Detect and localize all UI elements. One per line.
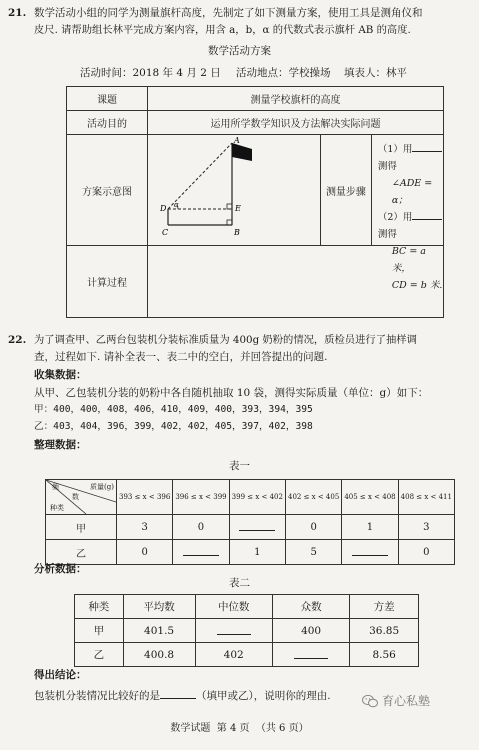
collect-title: 收集数据： <box>34 369 87 381</box>
table-row <box>75 643 419 667</box>
range-header: 405 ≤ x < 408 <box>342 480 398 515</box>
range-header: 393 ≤ x < 396 <box>117 480 173 515</box>
corner-top: 质量(g) <box>90 483 114 491</box>
q21-text-line2: 皮尺. 请帮助组长林平完成方案内容，用含 a，b，α 的代数式表示旗杆 AB 的高度. <box>34 24 411 36</box>
step2-prefix: （2）用 <box>377 212 413 223</box>
data-jia: 甲：400，400，408，406，410，409，400，393，394，395 <box>34 404 313 415</box>
variance-cell: 36.85 <box>350 619 419 643</box>
q21-number: 21. <box>8 7 27 19</box>
label-a: A <box>234 136 240 145</box>
label-alpha: α <box>174 201 179 209</box>
footer-total: （共 6 页） <box>255 723 309 734</box>
range-header: 402 ≤ x < 405 <box>285 480 341 515</box>
mean-cell: 400.8 <box>123 643 195 667</box>
median-blank[interactable] <box>195 619 272 643</box>
q22-text-line2: 查，过程如下. 请补全表一、表二中的空白，并回答提出的问题. <box>34 351 328 363</box>
freq-cell: 0 <box>117 540 173 565</box>
label-b: B <box>234 228 240 237</box>
steps-content <box>372 135 443 291</box>
table-row <box>75 619 419 643</box>
data-yi: 乙：403，404，396，399，402，402，405，397，402，398 <box>34 421 313 432</box>
sight-line <box>168 143 232 209</box>
right-angle-e <box>227 204 232 209</box>
step1-prefix: （1）用 <box>377 144 413 155</box>
row-kind: 甲 <box>46 515 117 540</box>
corner-mid1: 频 <box>52 483 59 491</box>
flagpole-diagram <box>148 135 320 245</box>
steps-label: 测量步骤 <box>321 135 372 245</box>
freq-cell: 0 <box>173 515 229 540</box>
corner-bottom: 种类 <box>50 504 64 512</box>
row-kind: 乙 <box>75 643 124 667</box>
flag-shape <box>232 143 252 161</box>
table1-caption: 表一 <box>229 460 250 472</box>
header-mode: 众数 <box>272 595 349 619</box>
range-header: 396 ≤ x < 399 <box>173 480 229 515</box>
footer-subject: 数学试题 <box>170 723 211 734</box>
plan-table <box>66 86 444 318</box>
goal-value: 运用所学数学知识及方法解决实际问题 <box>148 111 444 135</box>
row-kind: 乙 <box>46 540 117 565</box>
freq-cell: 5 <box>285 540 341 565</box>
header-median: 中位数 <box>195 595 272 619</box>
collect-desc: 从甲、乙包装机分装的奶粉中各自随机抽取 10 袋，测得实际质量（单位：g）如下： <box>34 387 429 399</box>
label-d: D <box>160 204 167 213</box>
freq-cell: 0 <box>398 540 454 565</box>
plan-time: 活动时间：2018 年 4 月 2 日 <box>80 67 221 79</box>
q21-text-line1: 数学活动小组的同学为测量旗杆高度，先制定了如下测量方案，使用工具是测角仪和 <box>34 7 423 19</box>
mode-blank[interactable] <box>272 643 349 667</box>
table-row <box>46 540 455 565</box>
conclusion-line <box>34 688 331 703</box>
freq-cell: 1 <box>342 515 398 540</box>
label-e: E <box>235 204 241 213</box>
mode-cell: 400 <box>272 619 349 643</box>
step2-cd: CD = b 米. <box>391 280 443 291</box>
topic-label: 课题 <box>67 87 148 111</box>
corner-mid2: 数 <box>72 493 79 501</box>
watermark-name: 育心私塾 <box>382 694 431 708</box>
step1-blank[interactable] <box>412 151 442 152</box>
row-kind: 甲 <box>75 619 124 643</box>
plan-steps-cell <box>321 135 444 291</box>
step2-bc: BC = a 米， <box>391 246 426 274</box>
median-cell: 402 <box>195 643 272 667</box>
q22-text-line1: 为了调查甲、乙两台包装机分装标准质量为 400g 奶粉的情况，质检员进行了抽样调 <box>34 334 417 346</box>
step2-blank[interactable] <box>412 219 442 220</box>
topic-value: 测量学校旗杆的高度 <box>148 87 444 111</box>
table-row <box>46 515 455 540</box>
conclusion-blank[interactable] <box>160 688 196 699</box>
conclusion-prefix: 包装机分装情况比较好的是 <box>34 690 160 702</box>
plan-title: 数学活动方案 <box>208 45 271 57</box>
header-kind: 种类 <box>75 595 124 619</box>
mean-cell: 401.5 <box>123 619 195 643</box>
freq-cell: 1 <box>229 540 285 565</box>
range-header: 408 ≤ x < 411 <box>398 480 454 515</box>
conclusion-title: 得出结论： <box>34 669 87 681</box>
diagram-label: 方案示意图 <box>67 135 148 246</box>
plan-diagram-cell <box>148 135 321 246</box>
label-c: C <box>162 228 169 237</box>
step1-suffix: 测得 <box>377 161 397 172</box>
freq-blank[interactable] <box>173 540 229 565</box>
freq-blank[interactable] <box>342 540 398 565</box>
watermark <box>362 692 430 709</box>
frequency-table <box>45 479 455 565</box>
plan-person: 填表人：林平 <box>344 67 407 79</box>
plan-place: 活动地点：学校操场 <box>236 67 331 79</box>
variance-cell: 8.56 <box>350 643 419 667</box>
wechat-icon <box>362 694 378 708</box>
header-variance: 方差 <box>350 595 419 619</box>
table2-caption: 表二 <box>229 577 250 589</box>
freq-cell: 3 <box>398 515 454 540</box>
goal-label: 活动目的 <box>67 111 148 135</box>
freq-cell: 3 <box>117 515 173 540</box>
q22-number: 22. <box>8 334 27 346</box>
right-angle-b <box>227 220 232 225</box>
statistics-table <box>74 594 419 667</box>
freq-cell: 0 <box>285 515 341 540</box>
step2-suffix: 测得 <box>377 229 397 240</box>
calc-label: 计算过程 <box>67 246 148 318</box>
table1-corner <box>46 480 117 515</box>
page-footer <box>0 722 479 736</box>
header-mean: 平均数 <box>123 595 195 619</box>
footer-page: 第 4 页 <box>216 723 250 734</box>
organize-title: 整理数据： <box>34 439 87 451</box>
analysis-title: 分析数据： <box>34 563 87 575</box>
range-header: 399 ≤ x < 402 <box>229 480 285 515</box>
step1-angle: ∠ADE = α； <box>391 178 433 206</box>
freq-blank[interactable] <box>229 515 285 540</box>
conclusion-suffix: （填甲或乙），说明你的理由. <box>196 690 331 702</box>
